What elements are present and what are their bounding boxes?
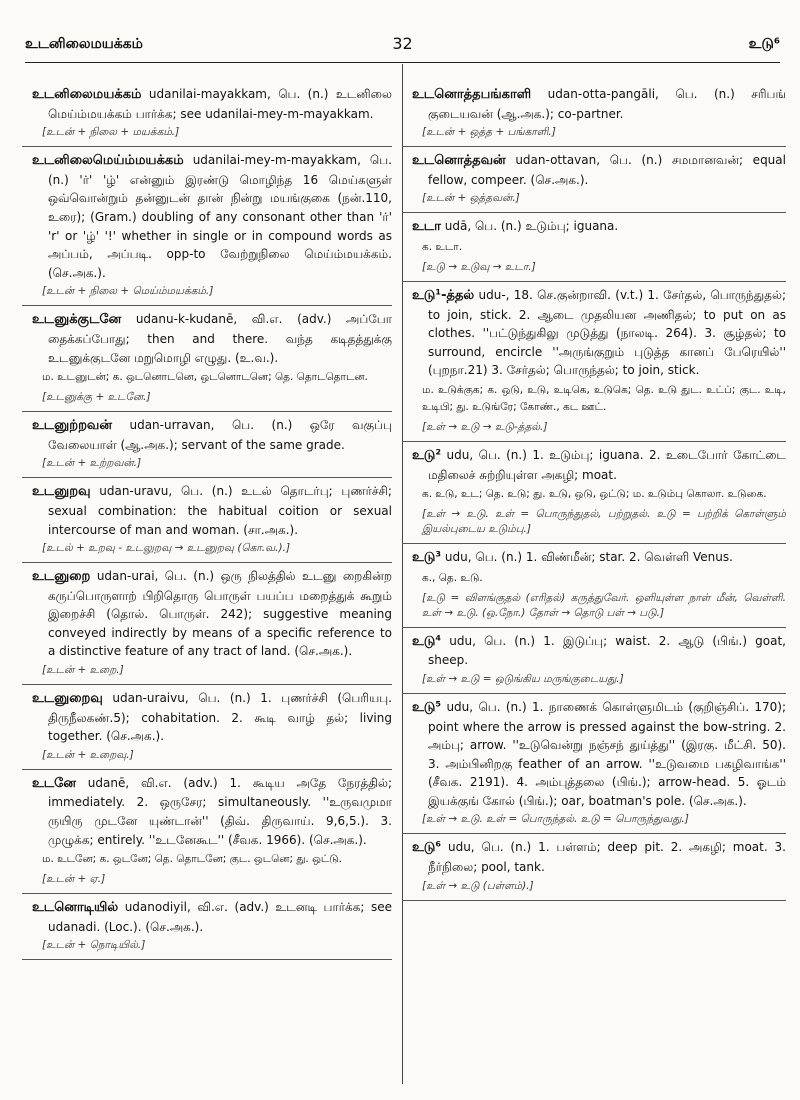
entry-separator	[22, 562, 392, 563]
entry-headword: உடனுறை	[32, 569, 91, 585]
entry-body	[32, 774, 392, 849]
dictionary-entry	[32, 689, 392, 770]
entry-headword: உடு⁴	[412, 633, 442, 649]
entry-headword: உடனிலைமெய்ம்மயக்கம்	[32, 153, 184, 169]
entry-separator	[22, 305, 392, 306]
entry-body	[412, 85, 786, 123]
entry-body	[412, 698, 786, 811]
entry-headword: உடனுறைவு	[32, 691, 103, 707]
dictionary-entry	[32, 898, 392, 960]
entry-definition: udu, பெ. (n.) 1. பள்ளம்; deep pit. 2. அகழி; moat. 3. நீர்நிலை; pool, tank.	[428, 840, 786, 875]
entry-headword: உடு³	[412, 550, 442, 566]
entry-headword: உடனுக்குடனே	[32, 312, 122, 328]
dictionary-entry	[412, 632, 786, 694]
entry-definition: udā, பெ. (n.) உடும்பு; iguana.	[444, 219, 619, 234]
entry-headword: உடா	[412, 219, 441, 235]
dictionary-entry	[412, 217, 786, 282]
entry-etymology: [உடன் + உறைவு.]	[42, 748, 134, 761]
page-number: 32	[392, 34, 413, 53]
entry-definition: udan-uraivu, பெ. (n.) 1. புணர்ச்சி (பெரியபு. திருநீலகண்.5); cohabitation. 2. கூடி வாழ் தல்; living together. (செ.அக.).	[48, 691, 392, 744]
entry-headword: உடு¹-த்தல்	[412, 287, 475, 303]
entry-etymology: [உடன் + உறை.]	[42, 664, 124, 677]
entry-body	[32, 416, 392, 454]
entry-separator	[402, 281, 786, 282]
entry-definition: udu, பெ. (n.) 1. உடும்பு; iguana. 2. உடைபோர் கோட்டை மதிலைச் சுற்றியுள்ள அகழி; moat.	[428, 447, 786, 482]
entry-headword: உடு²	[412, 447, 442, 463]
entry-body	[32, 310, 392, 367]
dictionary-entry	[32, 151, 392, 306]
entry-definition: udan-urravan, பெ. (n.) ஒரே வகுப்பு வேலையாள் (ஆ.அக.); servant of the same grade.	[48, 418, 392, 452]
entry-definition: udu-, 18. செ.குன்றாவி. (v.t.) 1. சேர்தல், பொருந்துதல்; to join, stick. 2. ஆடை முதலியன அணிதல்; to put on as clothes. ''பட்டுந்துகிலு முடுத்து (நாலடி. 264). 3. சூழ்தல்; to surround, encircle ''அருங்குறும் புடுத்த கானப் பேரெயில்'' (புறநா.21) 3. சேர்தல்; பொருந்தல்; to join, stick.	[428, 287, 786, 378]
entry-body	[32, 898, 392, 936]
entry-definition: udanu-k-kudanē, வி.எ. (adv.) அப்போ தைக்கப்போது; then and there. வந்த கடிதத்துக்கு உடனுக்குடனே மறுமொழி எழுது. (உ.வ.).	[48, 312, 392, 365]
left-column	[32, 85, 392, 964]
column-divider	[402, 64, 403, 1084]
entry-separator	[402, 900, 786, 901]
entry-definition: udan-ottavan, பெ. (n.) சமமானவன்; equal fellow, compeer. (செ.அக.).	[428, 153, 786, 187]
entry-cognates: ம. உடனே; க. ஒடனே; தெ. தொடனே; குட. ஒடனெ; து. ஒட்டு.	[42, 853, 342, 866]
dictionary-entry	[412, 85, 786, 147]
dictionary-entry	[32, 774, 392, 894]
entry-separator	[22, 769, 392, 770]
entry-headword: உடு⁵	[412, 699, 442, 715]
entry-definition: udanē, வி.எ. (adv.) 1. கூடிய அதே நேரத்தில்; immediately. 2. ஒருசேர; simultaneously. ''உருவமுமா ருயிரு முடனே யுண்டான்'' (திவ். திருவாய். 9,6,5.). 3. முழுக்க; entirely. ''உடனேகூட'' (சீவக. 1966). (செ.அக.).	[48, 775, 392, 847]
entry-definition: udanodiyil, வி.எ. (adv.) உடனடி பார்க்க; see udanadi. (Loc.). (செ.அக.).	[48, 900, 392, 934]
entry-etymology: [உடனுக்கு + உடனே.]	[42, 391, 151, 404]
entry-body	[412, 151, 786, 189]
entry-separator	[402, 543, 786, 544]
dictionary-entry	[412, 446, 786, 544]
dictionary-entry	[32, 416, 392, 478]
entry-body	[32, 567, 392, 661]
entry-body	[32, 482, 392, 539]
entry-separator	[22, 411, 392, 412]
entry-separator	[22, 477, 392, 478]
entry-body	[412, 286, 786, 380]
entry-definition: udanilai-mayakkam, பெ. (n.) உடனிலை மெய்ம்மயக்கம் பார்க்க; see udanilai-mey-m-mayakkam.	[48, 87, 392, 121]
entry-headword: உடனிலைமயக்கம்	[32, 87, 142, 102]
entry-headword: உடனொத்தபங்காளி	[412, 87, 532, 102]
entry-definition: udu, பெ. (n.) 1. விண்மீன்; star. 2. வெள்ளி Venus.	[444, 550, 733, 565]
entry-separator	[402, 833, 786, 834]
entry-separator	[22, 959, 392, 960]
entry-etymology: [உடன் + ஒத்த + பங்காளி.]	[422, 126, 556, 139]
entry-body	[32, 151, 392, 282]
entry-definition: udu, பெ. (n.) 1. நாணைக் கொள்ளுமிடம் (குறிஞ்சிப். 170); point where the arrow is pressed against the bow-string. 2. அம்பு; arrow. ''உடுவென்று நஞ்சந் துய்த்து'' (இரகு. மீட்சி. 50). 3. அம்பினிறகு feather of an arrow. ''உடுவமை பகழிவாங்க'' (சீவக. 2191). 4. அம்புத்தலை (பிங்.); arrow-head. 5. ஓடம் இயக்குங் கோல் (பிங்.); oar, boatman's pole. (செ.அக.).	[428, 699, 786, 808]
entry-body	[412, 632, 786, 670]
entry-body	[412, 548, 786, 568]
entry-body	[32, 85, 392, 123]
entry-etymology: [உடு → உடுவு → உடா.]	[422, 260, 536, 273]
entry-etymology: [உடன் + நிலை + மெய்ம்மயக்கம்.]	[42, 285, 214, 298]
entry-body	[412, 838, 786, 876]
dictionary-entry	[32, 310, 392, 412]
right-column	[412, 85, 786, 905]
entry-definition: udan-otta-pangāli, பெ. (n.) சரிபங் குடையவன் (ஆ.அக.); co-partner.	[428, 87, 786, 121]
entry-etymology: [உடன் + ஏ.]	[42, 873, 106, 886]
entry-definition: udan-urai, பெ. (n.) ஒரு நிலத்தில் உடனு றைகின்ற கருப்பொருளாற் பிறிதொரு பொருள் பயப்ப மறைத்துக் கூறும் இறைச்சி (தொல். பொருள். 242); suggestive meaning conveyed indirectly by means of a specific reference to a distinctive feature of any tract of land. (செ.அக.).	[48, 569, 392, 659]
entry-etymology: [உள் → உடு (பள்ளம்).]	[422, 879, 534, 892]
entry-cognates: க. உடு, உட; தெ. உடு; து. உடு, ஒடு, ஒட்டு; ம. உடும்பு கொலா. உடுகை.	[422, 488, 767, 501]
entry-separator	[402, 627, 786, 628]
entry-cognates: க., தெ. உடு.	[422, 571, 483, 584]
entry-etymology: [உடன் + நிலை + மயக்கம்.]	[42, 126, 180, 139]
running-head-right: உடு⁶	[748, 36, 780, 52]
entry-cognates: ம. உடுக்குக; க. ஒடு, உடு, உடிகெ, உடுகெ; தெ. உடு துட. உட்ப்; குட. உடி, உடிபி; து. உடுங்ரே; கோண்., கட ஊட்.	[422, 383, 786, 413]
page-header	[25, 36, 780, 60]
entry-separator	[402, 693, 786, 694]
entry-etymology: [உள் → உடு. உள் = பொருந்துதல், பற்றுதல். உடு = பற்றிக் கொள்ளும் இயல்புடைய உடும்பு.]	[422, 508, 786, 536]
dictionary-entry	[32, 567, 392, 685]
entry-headword: உடனொத்தவன்	[412, 153, 506, 169]
entry-etymology: [உடல் + உறவு - உடலுறவு → உடனுறவு (கொ.வ.).]	[42, 542, 291, 555]
entry-separator	[402, 146, 786, 147]
dictionary-entry	[412, 151, 786, 213]
entry-etymology: [உடு = விளங்குதல் (எரிதல்) கருத்துவேர். ஒளியுள்ள நாள் மீன், வெள்ளி. உள் → உடு. (ஒ.நோ.) தோள் → தொடு பள் → படு.]	[422, 591, 786, 619]
entry-etymology: [உடன் + நொடியில்.]	[42, 939, 146, 952]
entry-etymology: [உள் → உடு. உள் = பொருந்தல். உடு = பொருந்துவது.]	[422, 813, 689, 826]
entry-definition: udan-uravu, பெ. (n.) உடல் தொடர்பு; புணர்ச்சி; sexual combination: the habitual coition or sexual intercourse of man and woman. (சா.அக.).	[48, 484, 392, 537]
entry-body	[412, 446, 786, 484]
entry-body	[412, 217, 786, 237]
entry-headword: உடனே	[32, 775, 76, 791]
header-rule	[25, 62, 780, 63]
entry-body	[32, 689, 392, 746]
dictionary-entry	[32, 482, 392, 563]
entry-cognates: க. உடா.	[422, 240, 463, 253]
dictionary-entry	[412, 698, 786, 835]
entry-separator	[402, 212, 786, 213]
entry-separator	[402, 441, 786, 442]
entry-headword: உடு⁶	[412, 840, 442, 856]
entry-etymology: [உள் → உடு → உடு-த்தல்.]	[422, 420, 548, 433]
dictionary-entry	[412, 838, 786, 900]
entry-etymology: [உடன் + ஒத்தவன்.]	[422, 192, 520, 205]
entry-etymology: [உள் → உடு = ஒடுங்கிய மருங்குடையது.]	[422, 672, 624, 685]
dictionary-entry	[412, 548, 786, 628]
running-head-left: உடனிலைமயக்கம்	[25, 36, 143, 52]
entry-headword: உடனுற்றவன்	[32, 418, 112, 434]
entry-etymology: [உடன் + உற்றவன்.]	[42, 457, 142, 470]
entry-headword: உடனுறவு	[32, 484, 91, 500]
entry-definition: udanilai-mey-m-mayakkam, பெ. (n.) 'ர்' 'ழ்' என்னும் இரண்டு மொழிந்த 16 மெய்களுள் ஒவ்வொன்றும் தன்னுடன் தான் நின்று மயங்குகை (நன்.110, உரை); (Gram.) doubling of any consonant other than 'ர்' 'r' or 'ழ்' '!' whether in single or in compound words as அப்பம், அப்படி. opp-to வேற்றுநிலை மெய்ம்மயக்கம். (செ.அக.).	[48, 153, 392, 280]
dictionary-entry	[412, 286, 786, 442]
entry-separator	[22, 893, 392, 894]
entry-definition: udu, பெ. (n.) 1. இடுப்பு; waist. 2. ஆடு (பிங்.) goat, sheep.	[428, 633, 786, 668]
entry-separator	[22, 684, 392, 685]
entry-separator	[22, 146, 392, 147]
dictionary-entry	[32, 85, 392, 147]
entry-cognates: ம. உடனுடன்; க. ஒடனொடனெ, ஒடனொடனெ; தெ. தொடதொடன.	[42, 371, 368, 384]
entry-headword: உடனொடியில்	[32, 900, 119, 916]
